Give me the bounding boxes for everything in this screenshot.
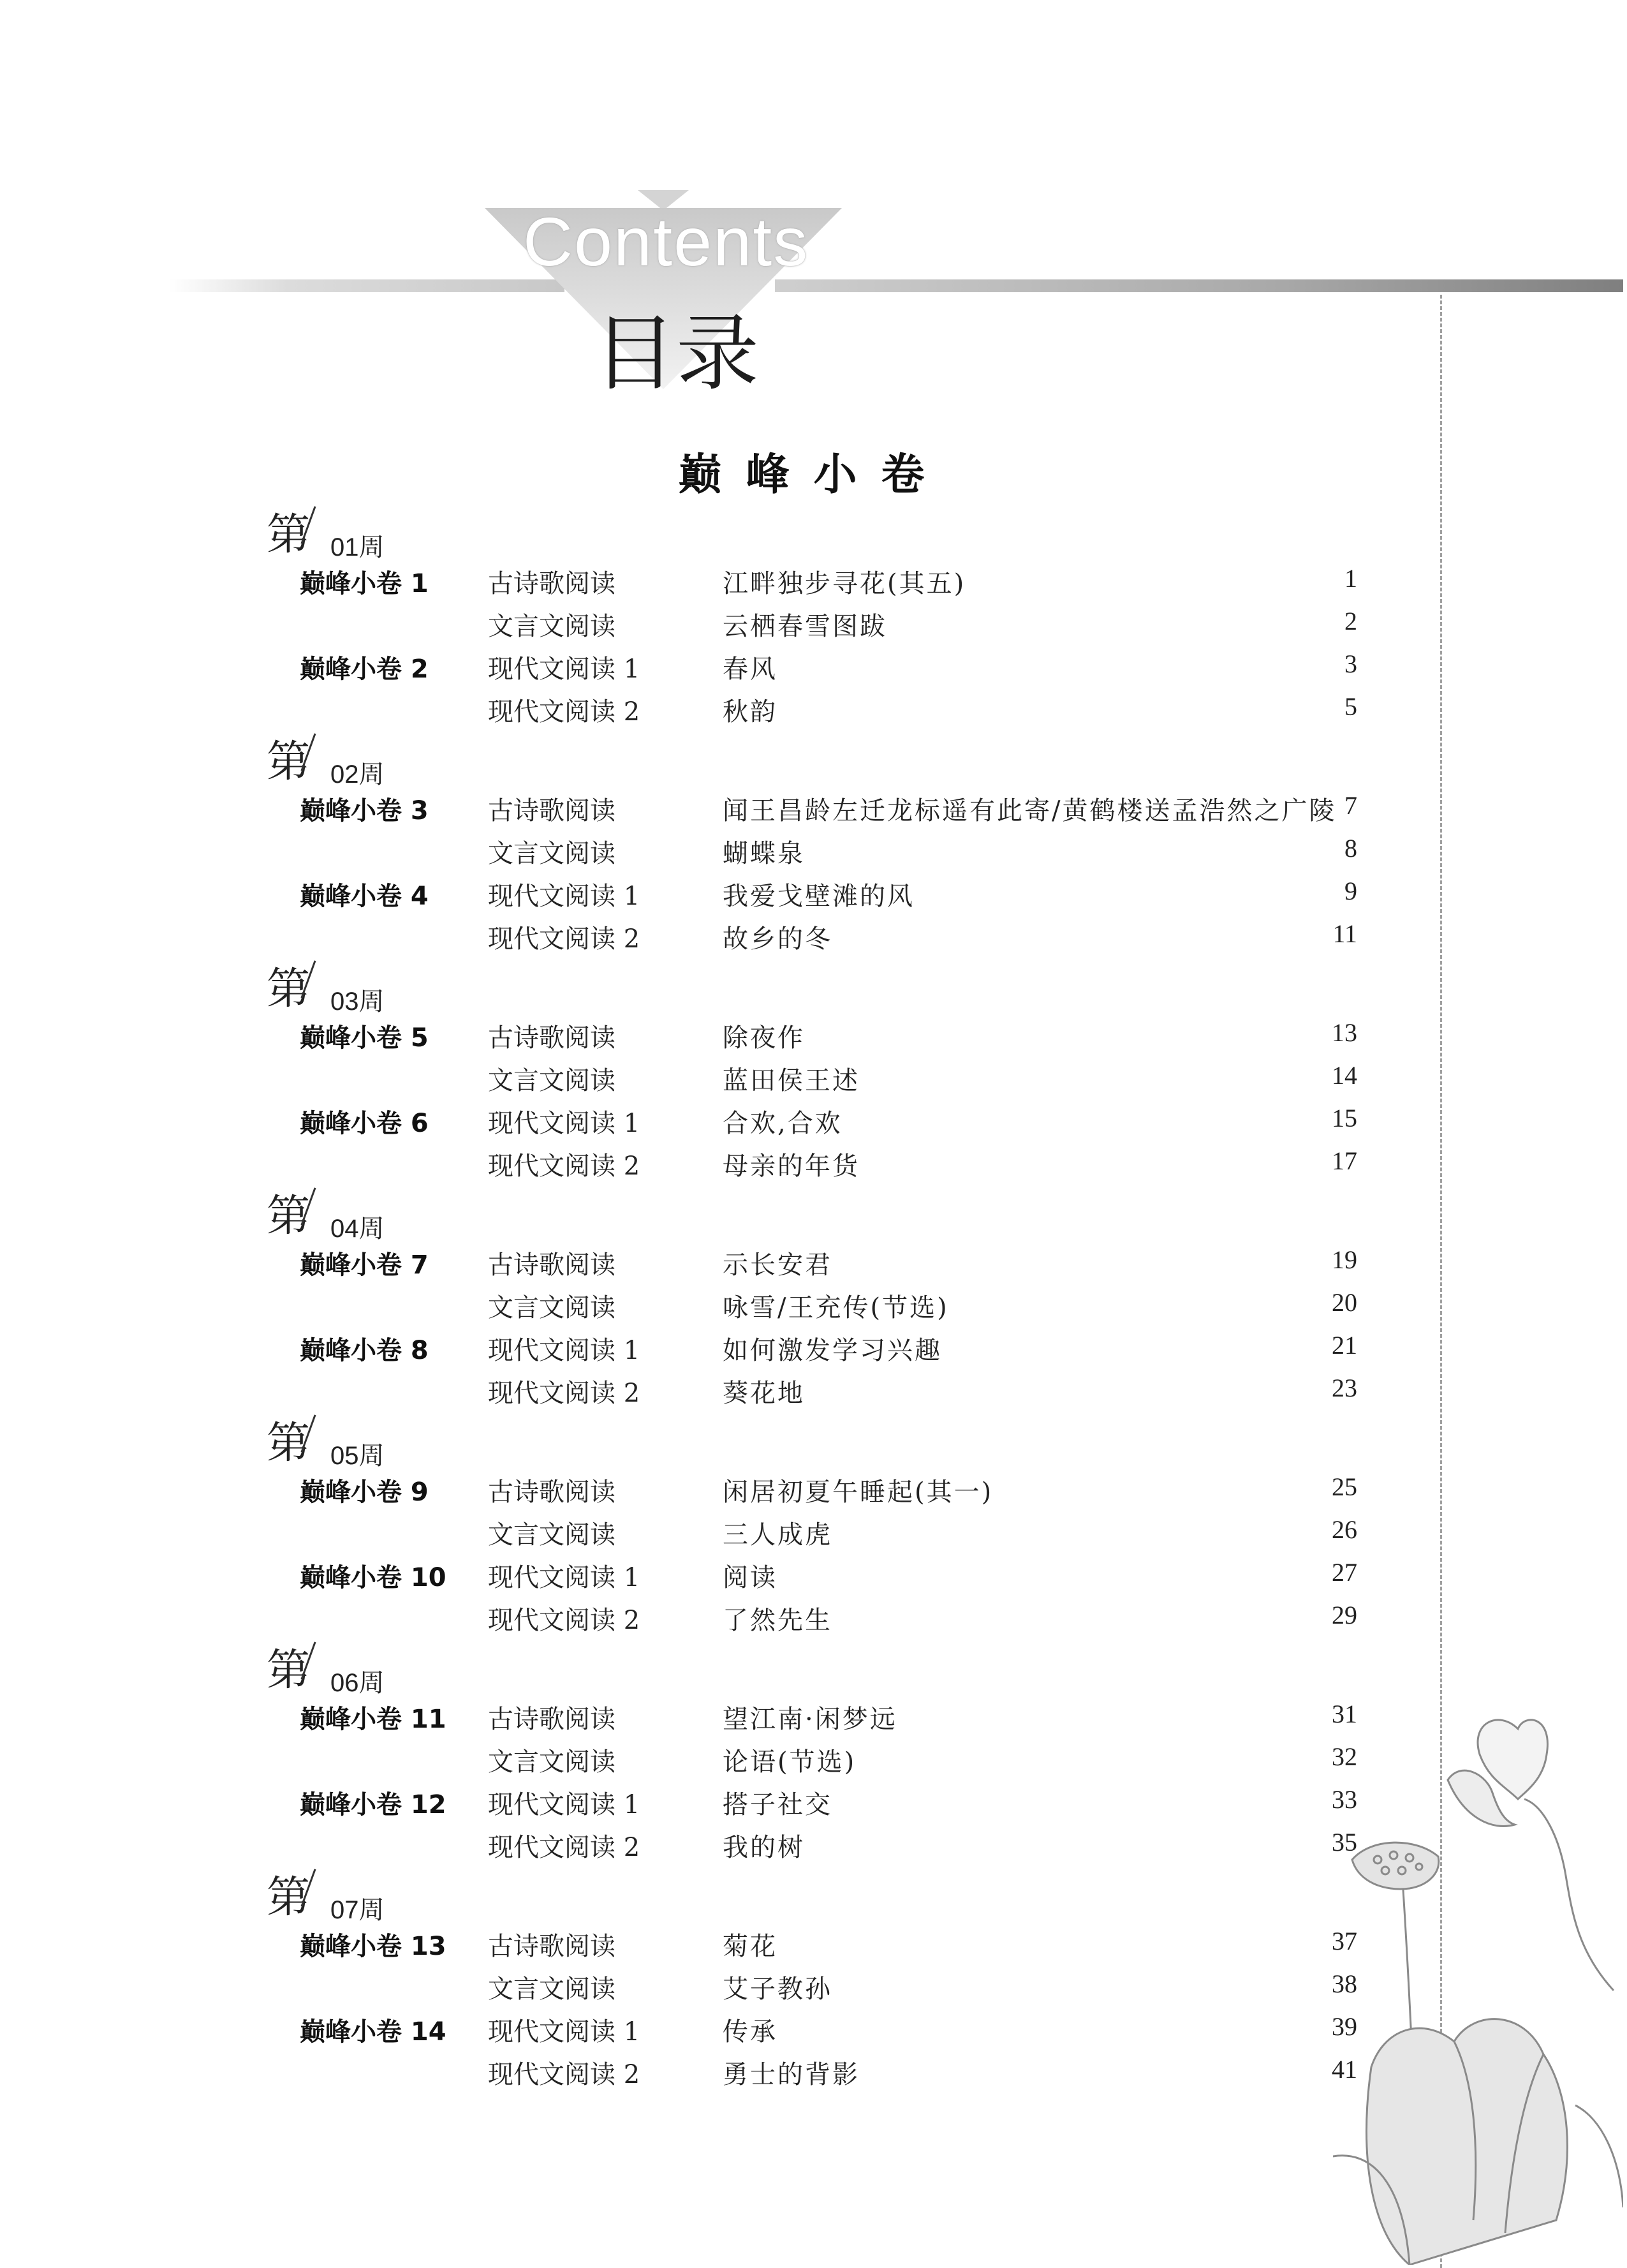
article-title: 闻王昌龄左迁龙标遥有此寄/黄鹤楼送孟浩然之广陵: [723, 796, 1337, 826]
toc-entry[interactable]: [0, 876, 1627, 919]
toc-entry[interactable]: [0, 1287, 1627, 1330]
toc-entry[interactable]: [0, 649, 1627, 692]
genre-label: 现代文阅读 1: [488, 1109, 640, 1138]
genre-label: 文言文阅读: [488, 1975, 615, 2004]
article-title: 云栖春雪图跋: [723, 612, 887, 641]
volume-label: 巅峰小卷 7: [300, 1250, 429, 1280]
volume-label: 巅峰小卷 5: [300, 1023, 429, 1053]
toc-entry[interactable]: [0, 606, 1627, 649]
week-number: 04周: [330, 1215, 385, 1243]
article-title: 葵花地: [723, 1379, 805, 1408]
week-number: 01周: [330, 533, 385, 561]
article-title: 论语(节选): [723, 1747, 857, 1777]
contents-word: Contents: [523, 203, 809, 280]
week-prefix: 第: [267, 1418, 311, 1469]
article-title: 蝴蝶泉: [723, 839, 805, 868]
week-heading: [267, 1633, 522, 1697]
article-title: 我爱戈壁滩的风: [723, 882, 915, 911]
week-prefix: 第: [267, 964, 311, 1014]
volume-label: 巅峰小卷 6: [300, 1109, 429, 1138]
week-number: 03周: [330, 988, 385, 1016]
toc-list: [0, 498, 1627, 2087]
page-number: 27: [1332, 1558, 1357, 1587]
genre-label: 文言文阅读: [488, 1293, 615, 1323]
week-heading: [267, 952, 522, 1016]
article-title: 菊花: [723, 1932, 777, 1961]
article-title: 蓝田侯王述: [723, 1066, 860, 1095]
toc-entry[interactable]: [0, 1742, 1627, 1784]
page-number: 37: [1332, 1927, 1357, 1955]
genre-label: 文言文阅读: [488, 1747, 615, 1777]
toc-entry[interactable]: [0, 2012, 1627, 2054]
genre-label: 现代文阅读 2: [488, 1833, 640, 1862]
genre-label: 现代文阅读 1: [488, 882, 640, 911]
page-number: 2: [1344, 607, 1357, 635]
article-title: 了然先生: [723, 1606, 832, 1635]
toc-entry[interactable]: [0, 1699, 1627, 1742]
page-number: 33: [1332, 1785, 1357, 1814]
page-number: 1: [1344, 564, 1357, 593]
genre-label: 现代文阅读 2: [488, 1379, 640, 1408]
week-block: [0, 1179, 1627, 1406]
page-number: 35: [1332, 1828, 1357, 1857]
genre-label: 古诗歌阅读: [488, 1250, 615, 1280]
page-number: 15: [1332, 1104, 1357, 1132]
week-block: [0, 1860, 1627, 2087]
genre-label: 现代文阅读 1: [488, 1563, 640, 1592]
toc-entry[interactable]: [0, 1103, 1627, 1146]
week-heading: [267, 1406, 522, 1470]
toc-entry[interactable]: [0, 1018, 1627, 1060]
page-number: 5: [1344, 692, 1357, 721]
week-heading: [267, 1860, 522, 1924]
page-number: 26: [1332, 1515, 1357, 1544]
toc-entry[interactable]: [0, 1969, 1627, 2012]
article-title: 三人成虎: [723, 1520, 832, 1550]
article-title: 传承: [723, 2017, 777, 2047]
volume-label: 巅峰小卷 13: [300, 1932, 446, 1961]
article-title: 阅读: [723, 1563, 777, 1592]
week-prefix: 第: [267, 510, 311, 560]
page-number: 8: [1344, 834, 1357, 863]
genre-label: 现代文阅读 2: [488, 697, 640, 727]
article-title: 除夜作: [723, 1023, 805, 1053]
genre-label: 现代文阅读 2: [488, 1152, 640, 1181]
toc-entry[interactable]: [0, 833, 1627, 876]
toc-entry[interactable]: [0, 1060, 1627, 1103]
page-title: 目录: [593, 305, 760, 402]
article-title: 合欢,合欢: [723, 1109, 843, 1138]
page-number: 21: [1332, 1331, 1357, 1360]
article-title: 艾子教孙: [723, 1975, 832, 2004]
toc-entry[interactable]: [0, 1472, 1627, 1515]
page-number: 41: [1332, 2055, 1357, 2084]
week-block: [0, 1406, 1627, 1633]
page-number: 9: [1344, 877, 1357, 905]
volume-label: 巅峰小卷 1: [300, 569, 429, 598]
page-number: 32: [1332, 1742, 1357, 1771]
week-number: 02周: [330, 760, 385, 789]
page-number: 7: [1344, 791, 1357, 820]
toc-entry[interactable]: [0, 1557, 1627, 1600]
genre-label: 现代文阅读 2: [488, 924, 640, 954]
genre-label: 古诗歌阅读: [488, 1705, 615, 1734]
week-number: 06周: [330, 1669, 385, 1697]
article-title: 如何激发学习兴趣: [723, 1336, 942, 1365]
volume-label: 巅峰小卷 11: [300, 1705, 446, 1734]
week-block: [0, 498, 1627, 725]
volume-label: 巅峰小卷 4: [300, 882, 429, 911]
genre-label: 文言文阅读: [488, 1066, 615, 1095]
genre-label: 古诗歌阅读: [488, 796, 615, 826]
week-block: [0, 725, 1627, 952]
week-heading: [267, 498, 522, 561]
week-number: 05周: [330, 1442, 385, 1470]
genre-label: 现代文阅读 1: [488, 2017, 640, 2047]
section-title: 巅峰小卷: [678, 449, 949, 500]
genre-label: 现代文阅读 1: [488, 655, 640, 684]
page-number: 38: [1332, 1969, 1357, 1998]
article-title: 望江南·闲梦远: [723, 1705, 897, 1734]
volume-label: 巅峰小卷 3: [300, 796, 429, 826]
article-title: 勇士的背影: [723, 2060, 860, 2089]
genre-label: 古诗歌阅读: [488, 569, 615, 598]
volume-label: 巅峰小卷 8: [300, 1336, 429, 1365]
page-number: 23: [1332, 1374, 1357, 1402]
page-number: 25: [1332, 1472, 1357, 1501]
week-prefix: 第: [267, 1645, 311, 1696]
week-block: [0, 952, 1627, 1179]
article-title: 春风: [723, 655, 777, 684]
article-title: 我的树: [723, 1833, 805, 1862]
toc-entry[interactable]: [0, 1245, 1627, 1287]
page-number: 19: [1332, 1245, 1357, 1274]
toc-entry[interactable]: [0, 1784, 1627, 1827]
genre-label: 古诗歌阅读: [488, 1932, 615, 1961]
volume-label: 巅峰小卷 14: [300, 2017, 446, 2047]
genre-label: 文言文阅读: [488, 612, 615, 641]
toc-entry[interactable]: [0, 1330, 1627, 1373]
page-number: 14: [1332, 1061, 1357, 1090]
genre-label: 文言文阅读: [488, 839, 615, 868]
week-heading: [267, 725, 522, 789]
week-block: [0, 1633, 1627, 1860]
page-number: 29: [1332, 1601, 1357, 1629]
page-number: 11: [1332, 919, 1357, 948]
week-number: 07周: [330, 1896, 385, 1924]
week-prefix: 第: [267, 1872, 311, 1923]
volume-label: 巅峰小卷 10: [300, 1563, 446, 1592]
article-title: 江畔独步寻花(其五): [723, 569, 966, 598]
article-title: 故乡的冬: [723, 924, 832, 954]
genre-label: 现代文阅读 1: [488, 1790, 640, 1820]
toc-entry[interactable]: [0, 563, 1627, 606]
toc-entry[interactable]: [0, 1926, 1627, 1969]
page-number: 17: [1332, 1146, 1357, 1175]
volume-label: 巅峰小卷 2: [300, 655, 429, 684]
toc-entry[interactable]: [0, 790, 1627, 833]
page-number: 39: [1332, 2012, 1357, 2041]
article-title: 咏雪/王充传(节选): [723, 1293, 949, 1323]
genre-label: 文言文阅读: [488, 1520, 615, 1550]
article-title: 母亲的年货: [723, 1152, 860, 1181]
page-number: 13: [1332, 1018, 1357, 1047]
genre-label: 现代文阅读 1: [488, 1336, 640, 1365]
header-bar-right: [775, 279, 1623, 292]
genre-label: 古诗歌阅读: [488, 1478, 615, 1507]
article-title: 秋韵: [723, 697, 777, 727]
week-prefix: 第: [267, 737, 311, 787]
article-title: 搭子社交: [723, 1790, 832, 1820]
genre-label: 现代文阅读 2: [488, 2060, 640, 2089]
toc-entry[interactable]: [0, 2054, 1627, 2097]
article-title: 闲居初夏午睡起(其一): [723, 1478, 994, 1507]
genre-label: 现代文阅读 2: [488, 1606, 640, 1635]
page-number: 20: [1332, 1288, 1357, 1317]
week-prefix: 第: [267, 1191, 311, 1241]
week-heading: [267, 1179, 522, 1243]
toc-entry[interactable]: [0, 1515, 1627, 1557]
page-number: 3: [1344, 649, 1357, 678]
volume-label: 巅峰小卷 9: [300, 1478, 429, 1507]
volume-label: 巅峰小卷 12: [300, 1790, 446, 1820]
genre-label: 古诗歌阅读: [488, 1023, 615, 1053]
page-number: 31: [1332, 1700, 1357, 1728]
article-title: 示长安君: [723, 1250, 832, 1280]
